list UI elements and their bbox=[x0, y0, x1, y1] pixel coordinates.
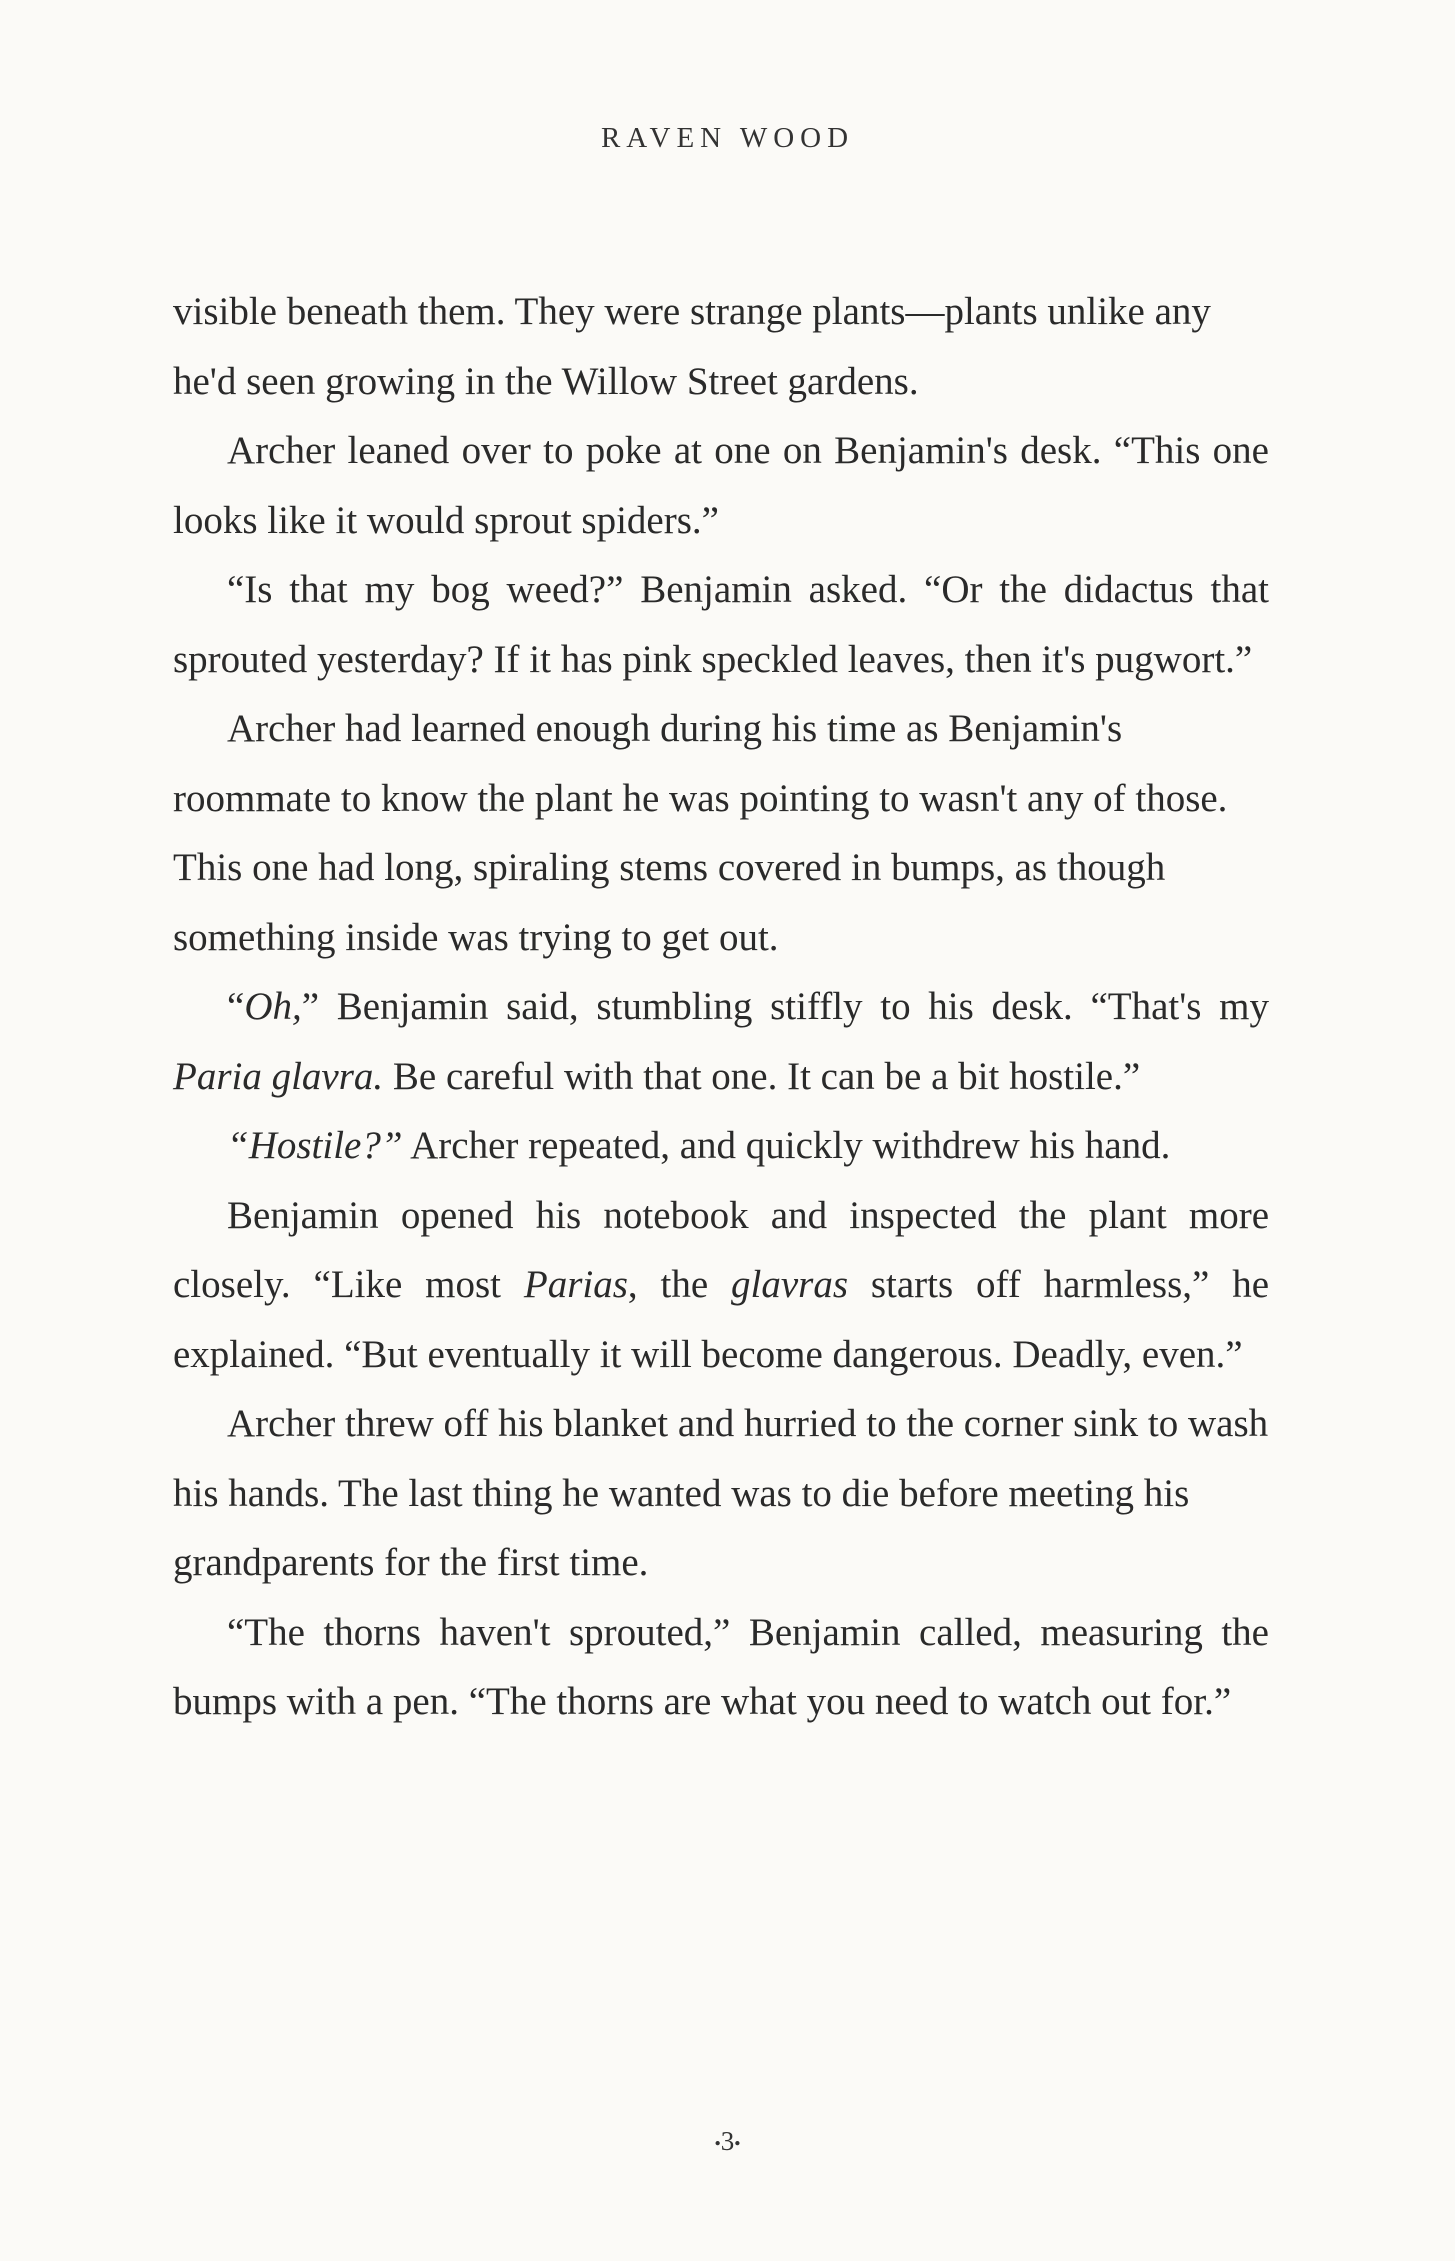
paragraph-7-text-b: , the bbox=[627, 1263, 731, 1306]
paragraph-7-text-c: starts off harmless,” he explained. “But eventually it will become dangerous. Deadly, even.” bbox=[173, 1263, 1269, 1376]
italic-hostile: “Hostile?” bbox=[227, 1124, 403, 1167]
paragraph-5-text-b: Be careful with that one. It can be a bit hostile.” bbox=[383, 1054, 1141, 1098]
page-number-text: 3 bbox=[720, 2126, 735, 2156]
body-text bbox=[173, 277, 1269, 1737]
paragraph-3: “Is that my bog weed?” Benjamin asked. “Or the didactus that sprouted yesterday? If it has pink speckled leaves, then it's pugwort.” bbox=[173, 568, 1269, 681]
italic-oh: Oh, bbox=[244, 985, 302, 1028]
paragraph-5-text-a: ” Benjamin said, stumbling stiffly to his desk. “That's my bbox=[301, 985, 1269, 1028]
paragraph-6 bbox=[173, 1111, 1269, 1181]
running-head: RAVEN WOOD bbox=[600, 122, 855, 154]
paragraph-8: Archer threw off his blanket and hurried to the corner sink to wash his hands. The last thing he wanted was to die before meeting his grandparents for the first time. bbox=[173, 1402, 1269, 1584]
paragraph-1: visible beneath them. They were strange plants—plants unlike any he'd seen growing in the Willow Street gardens. bbox=[173, 290, 1211, 403]
bullet-right: • bbox=[734, 2133, 741, 2154]
paragraph-7 bbox=[173, 1181, 1269, 1390]
paragraph-9: “The thorns haven't sprouted,” Benjamin called, measuring the bumps with a pen. “The thorns are what you need to watch out for.” bbox=[173, 1610, 1269, 1723]
italic-paria-glavra: Paria glavra. bbox=[173, 1054, 384, 1098]
paragraph-5 bbox=[173, 972, 1269, 1111]
paragraph-6-text: Archer repeated, and quickly withdrew his hand. bbox=[402, 1124, 1171, 1167]
italic-parias: Parias bbox=[523, 1263, 628, 1306]
quote-open: “ bbox=[227, 985, 245, 1028]
italic-glavras: glavras bbox=[731, 1263, 848, 1306]
page-number bbox=[0, 2126, 1455, 2157]
paragraph-7-text-a: Benjamin opened his notebook and inspected the plant more closely. “Like most bbox=[173, 1193, 1269, 1306]
paragraph-4: Archer had learned enough during his time as Benjamin's roommate to know the plant he was pointing to wasn't any of those. This one had long, spiraling stems covered in bumps, as though something inside was trying to get out. bbox=[173, 707, 1228, 959]
paragraph-2: Archer leaned over to poke at one on Benjamin's desk. “This one looks like it would sprout spiders.” bbox=[173, 429, 1269, 542]
bullet-left: • bbox=[714, 2133, 721, 2154]
